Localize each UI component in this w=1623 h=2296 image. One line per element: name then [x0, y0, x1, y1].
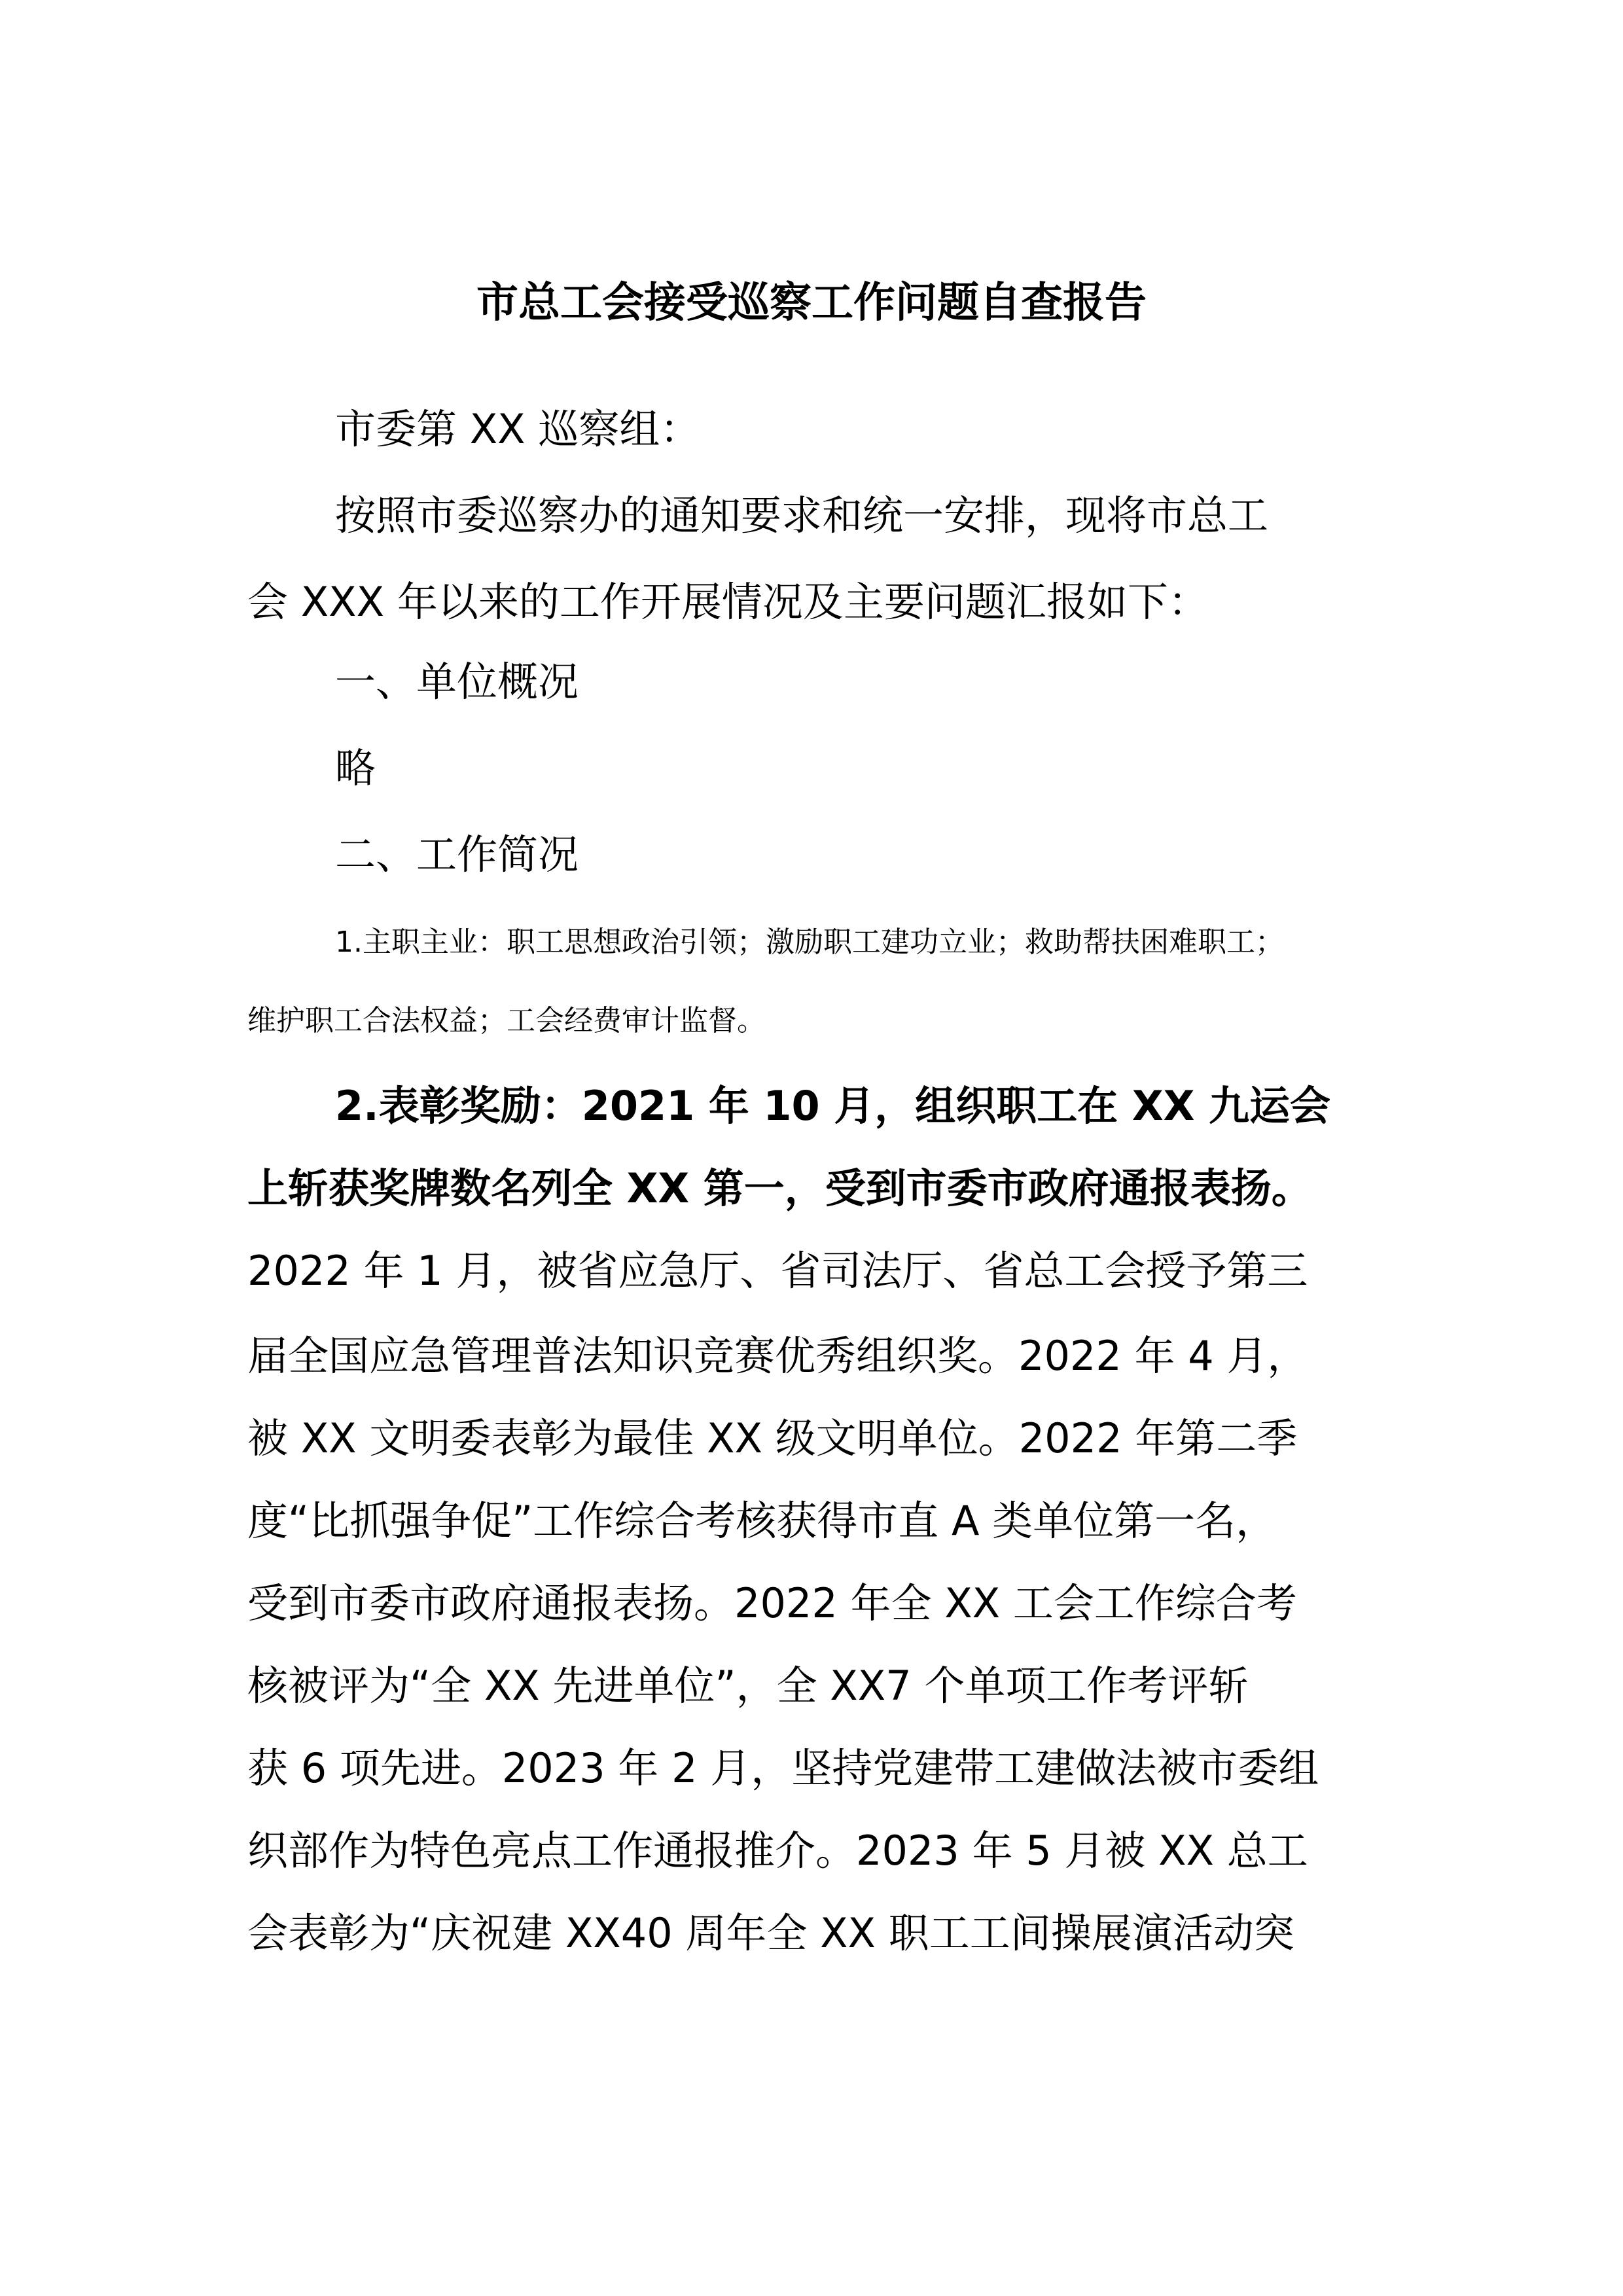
intro-line-2: 会 XXX 年以来的工作开展情况及主要问题汇报如下：: [247, 578, 1209, 626]
item2-line-4: 度“比抓强争促”工作综合考核获得市直 A 类单位第一名，: [247, 1497, 1277, 1545]
item1-line-1: 1.主职主业：职工思想政治引领；激励职工建功立业；救助帮扶困难职工；: [335, 925, 1284, 959]
item2-line-6: 核被评为“全 XX 先进单位”，全 XX7 个单项工作考评斩: [247, 1662, 1249, 1710]
item2-line-8: 织部作为特色亮点工作通报推介。2023 年 5 月被 XX 总工: [247, 1827, 1308, 1874]
item2-bold-line-1: 2.表彰奖励：2021 年 10 月，组织职工在 XX 九运会: [335, 1082, 1331, 1130]
intro-line-1: 按照市委巡察办的通知要求和统一安排，现将市总工: [335, 492, 1269, 539]
item2-bold-line-2: 上斩获奖牌数名列全 XX 第一，受到市委市政府通报表扬。: [247, 1164, 1312, 1212]
item2-line-7: 获 6 项先进。2023 年 2 月，坚持党建带工建做法被市委组: [247, 1744, 1319, 1792]
section-body-overview: 略: [335, 744, 376, 792]
section-heading-work: 二、工作简况: [335, 831, 579, 878]
item2-line-1: 2022 年 1 月，被省应急厅、省司法厅、省总工会授予第三: [247, 1247, 1308, 1295]
document-title: 市总工会接受巡察工作问题自查报告: [476, 279, 1147, 327]
item1-line-2: 维护职工合法权益；工会经费审计监督。: [247, 1004, 766, 1037]
item2-line-5: 受到市委市政府通报表扬。2022 年全 XX 工会工作综合考: [247, 1579, 1297, 1627]
section-heading-overview: 一、单位概况: [335, 658, 579, 706]
item2-line-3: 被 XX 文明委表彰为最佳 XX 级文明单位。2022 年第二季: [247, 1414, 1298, 1462]
salutation: 市委第 XX 巡察组：: [335, 405, 701, 453]
item2-line-9: 会表彰为“庆祝建 XX40 周年全 XX 职工工间操展演活动突: [247, 1909, 1294, 1957]
item2-line-2: 届全国应急管理普法知识竞赛优秀组织奖。2022 年 4 月，: [247, 1332, 1308, 1380]
